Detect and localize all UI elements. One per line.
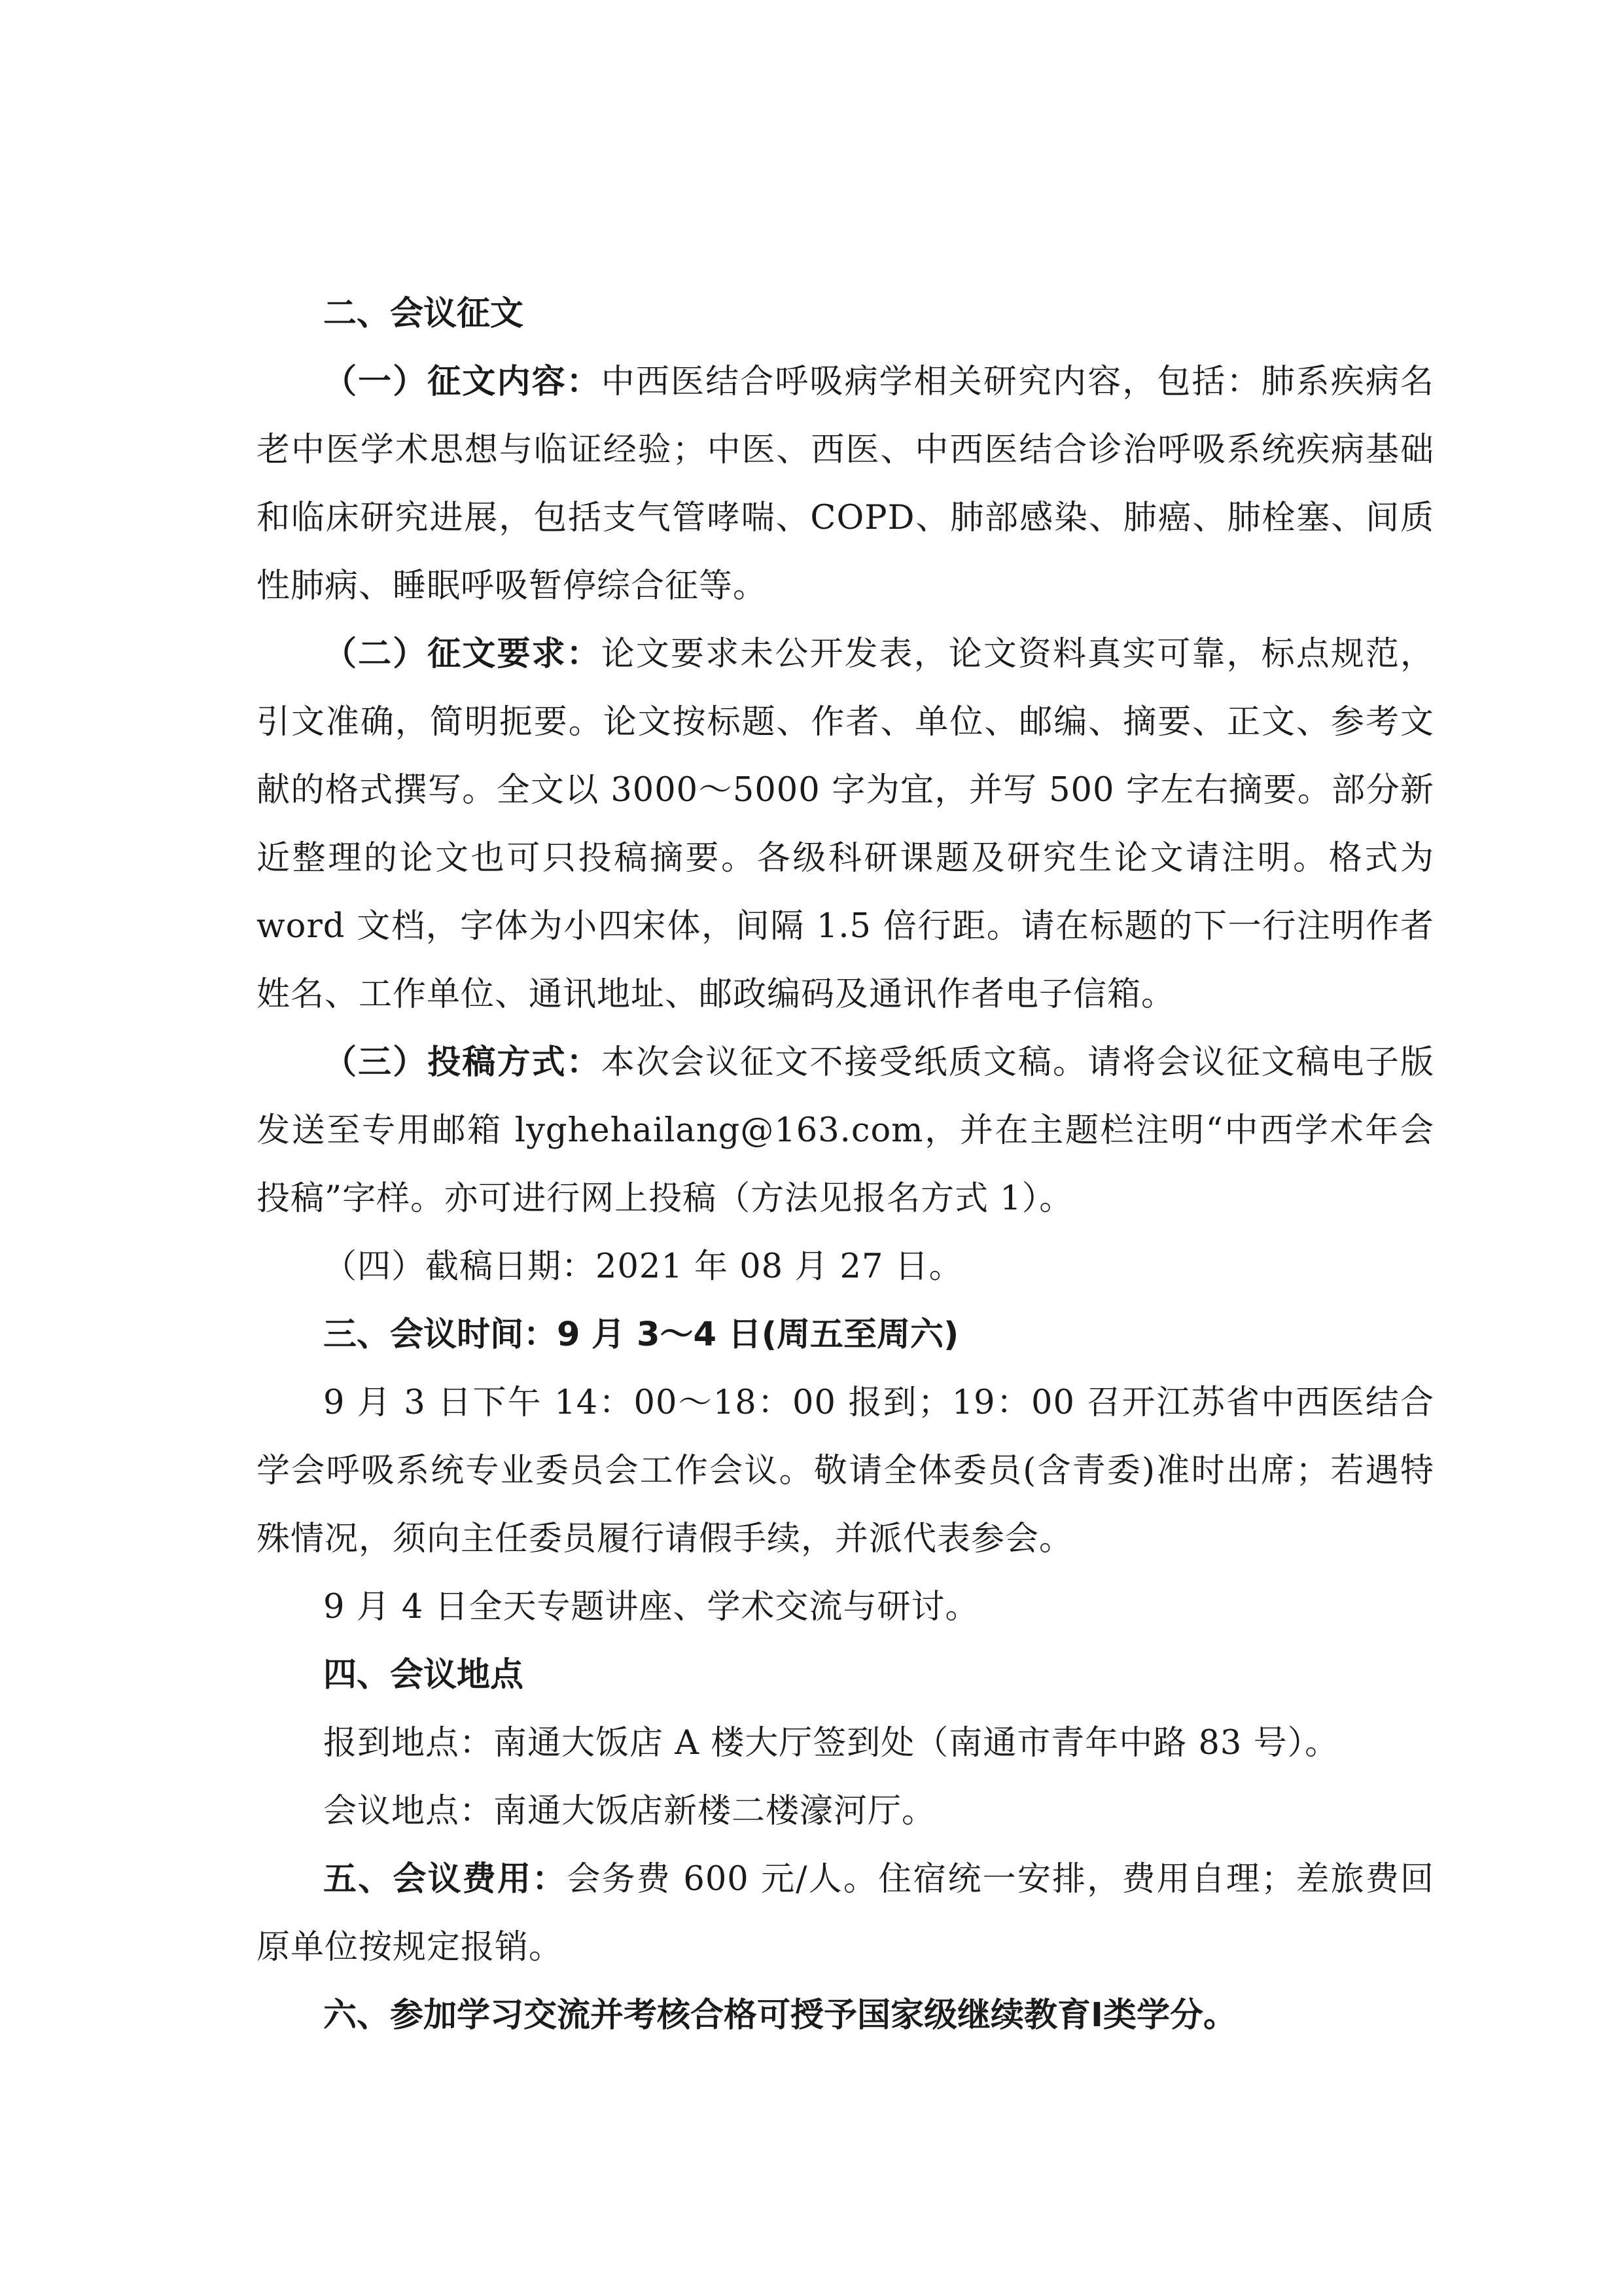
section-2-item-1: [256, 348, 1434, 620]
section-2-item-4: [256, 1233, 1434, 1301]
item-2-body: 论文要求未公开发表，论文资料真实可靠，标点规范，引文准确，简明扼要。论文按标题、作者、单位、邮编、摘要、正文、参考文献的格式撰写。全文以 3000～5000 字为宜，并写 500 字左右摘要。部分新近整理的论文也可只投稿摘要。各级科研课题及研究生论文请注明。格式为 word 文档，字体为小四宋体，间隔 1.5 倍行距。请在标题的下一行注明作者姓名、工作单位、通讯地址、邮政编码及通讯作者电子信箱。: [256, 635, 1434, 1014]
section-3-para-1: 9 月 3 日下午 14：00～18：00 报到；19：00 召开江苏省中西医结合学会呼吸系统专业委员会工作会议。敬请全体委员(含青委)准时出席；若遇特殊情况，须向主任委员履行请假手续，并派代表参会。: [256, 1384, 1434, 1558]
section-2-heading: 二、会议征文: [323, 295, 524, 333]
item-4-lead: （四）截稿日期：: [323, 1247, 596, 1286]
item-3-lead: （三）投稿方式：: [323, 1043, 601, 1082]
item-1-lead: （一）征文内容：: [323, 363, 601, 401]
section-2-item-2: [256, 620, 1434, 1029]
section-4-heading: 四、会议地点: [323, 1656, 524, 1694]
section-5-body: 会务费 600 元/人。住宿统一安排，费用自理；差旅费回原单位按规定报销。: [256, 1860, 1434, 1967]
venue-location: 会议地点：南通大饭店新楼二楼濠河厅。: [323, 1792, 936, 1831]
section-2-item-3: [256, 1029, 1434, 1233]
item-2-lead: （二）征文要求：: [323, 635, 601, 673]
item-3-body: 本次会议征文不接受纸质文稿。请将会议征文稿电子版发送至专用邮箱 lyghehailang@163.com，并在主题栏注明“中西学术年会投稿”字样。亦可进行网上投稿（方法见报名方式 1）。: [256, 1043, 1434, 1218]
section-3-heading: 三、会议时间：9 月 3～4 日(周五至周六): [323, 1315, 959, 1354]
section-5-fees: [256, 1846, 1434, 1982]
item-4-body: 2021 年 08 月 27 日。: [595, 1247, 963, 1286]
section-6-heading: 六、参加学习交流并考核合格可授予国家级继续教育Ⅰ类学分。: [323, 1996, 1237, 2035]
document-body: [256, 280, 1434, 2050]
section-5-lead: 五、会议费用：: [323, 1860, 567, 1899]
checkin-location: 报到地点：南通大饭店 A 楼大厅签到处（南通市青年中路 83 号）。: [323, 1724, 1339, 1762]
section-3-para-2: 9 月 4 日全天专题讲座、学术交流与研讨。: [323, 1588, 980, 1626]
item-1-body: 中西医结合呼吸病学相关研究内容，包括：肺系疾病名老中医学术思想与临证经验；中医、西医、中西医结合诊治呼吸系统疾病基础和临床研究进展，包括支气管哮喘、COPD、肺部感染、肺癌、肺栓塞、间质性肺病、睡眠呼吸暂停综合征等。: [256, 363, 1434, 605]
